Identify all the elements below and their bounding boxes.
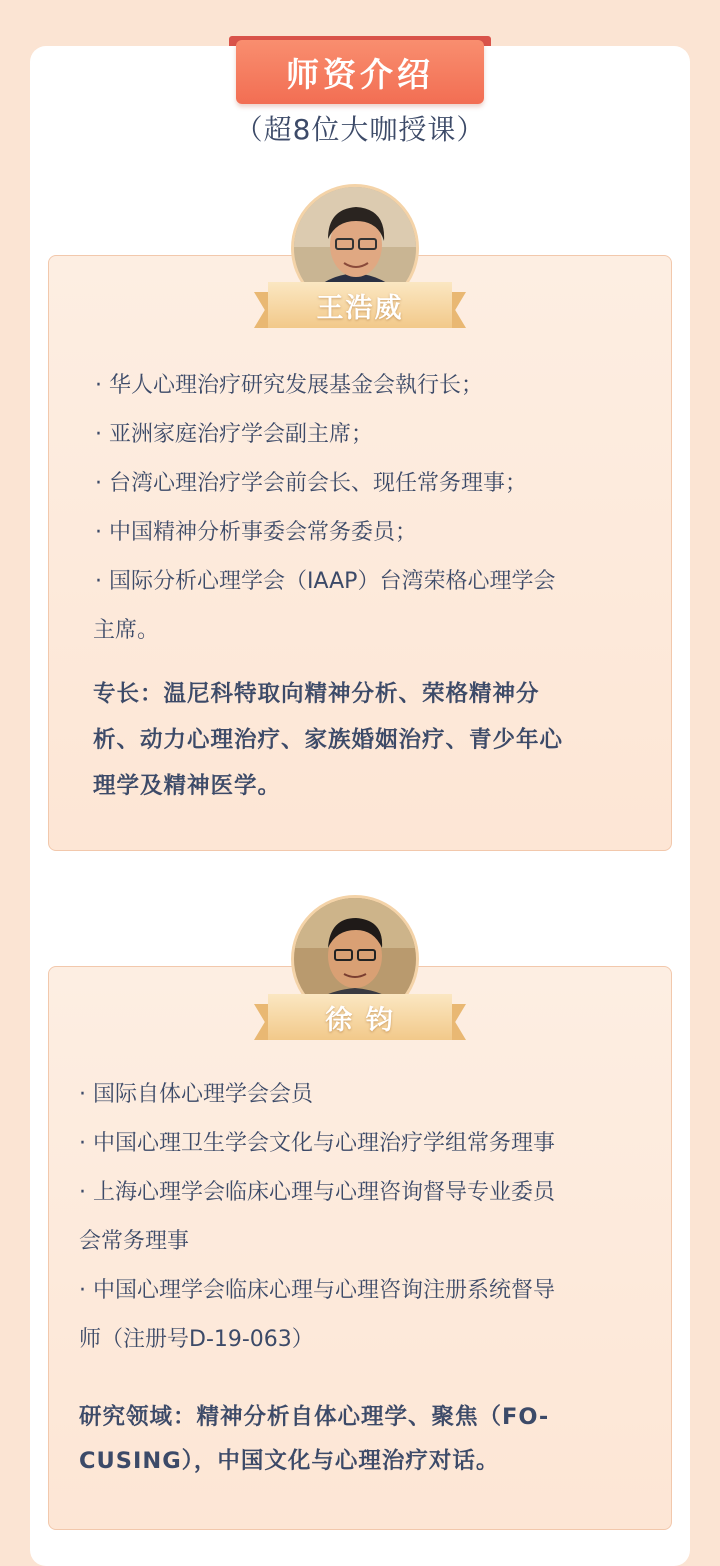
teacher-card-2	[48, 966, 672, 1530]
bio-line: · 中国心理卫生学会文化与心理治疗学组常务理事	[79, 1131, 555, 1156]
specialty-line: 理学及精神医学。	[93, 773, 282, 799]
teacher-name-ribbon-2	[262, 994, 458, 1040]
bio-line: · 亚洲家庭治疗学会副主席；	[95, 422, 373, 447]
specialty-line: 专长：温尼科特取向精神分析、荣格精神分	[93, 681, 540, 707]
bio-line: · 国际分析心理学会（IAAP）台湾荣格心理学会	[95, 569, 556, 594]
bio-line: 师（注册号D-19-063）	[79, 1327, 314, 1352]
teacher-name: 王浩威	[268, 282, 452, 328]
bio-line: 会常务理事	[79, 1229, 190, 1254]
teacher-name: 徐 钧	[268, 994, 452, 1040]
bio-line: · 中国心理学会临床心理与心理咨询注册系统督导	[79, 1278, 555, 1303]
bio-line: 主席。	[93, 618, 160, 643]
teacher-name-ribbon-1	[262, 282, 458, 328]
bio-line: · 上海心理学会临床心理与心理咨询督导专业委员	[79, 1180, 555, 1205]
bio-line: · 台湾心理治疗学会前会长、现任常务理事；	[95, 471, 527, 496]
section-title-ribbon	[236, 36, 484, 104]
section-subtitle: （超8位大咖授课）	[234, 113, 486, 146]
specialty-line: 研究领域：精神分析自体心理学、聚焦（FO-	[79, 1404, 550, 1430]
teacher-card-1	[48, 255, 672, 851]
bio-line: · 中国精神分析事委会常务委员；	[95, 520, 417, 545]
specialty-line: 析、动力心理治疗、家族婚姻治疗、青少年心	[93, 727, 564, 753]
bio-line: · 华人心理治疗研究发展基金会執行长；	[95, 373, 483, 398]
bio-line: · 国际自体心理学会会员	[79, 1082, 313, 1107]
section-title: 师资介绍	[236, 40, 484, 104]
specialty-line: CUSING），中国文化与心理治疗对话。	[79, 1448, 500, 1474]
